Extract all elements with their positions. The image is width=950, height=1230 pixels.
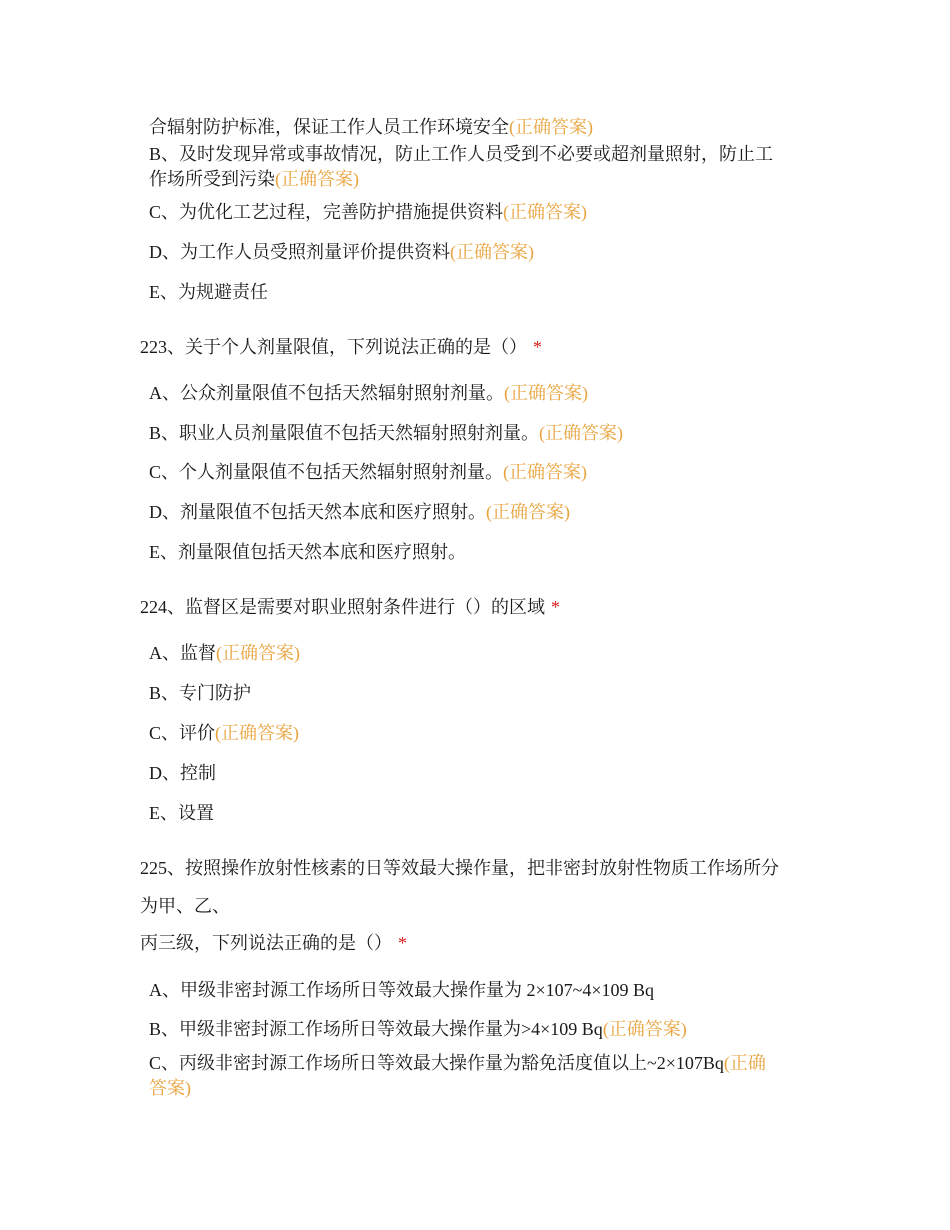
q224-option-b[interactable] [149,680,809,706]
q225-title-line1 [140,855,800,881]
q223-option-b[interactable] [149,420,809,446]
option-text: A、监督 [149,643,216,663]
required-mark: * [398,933,407,953]
option-text: E、为规避责任 [149,282,268,302]
q224-option-d[interactable] [149,760,809,786]
correct-answer-tag: (正确答案) [509,117,593,137]
q225-title-line3 [140,930,800,956]
q225-option-a[interactable] [149,977,809,1003]
required-mark: * [551,597,560,617]
correct-answer-tag: (正确答案) [275,169,359,189]
q225-option-c-cont[interactable] [149,1075,809,1101]
option-text: B、及时发现异常或事故情况，防止工作人员受到不必要或超剂量照射，防止工 [149,144,774,164]
q225-title-line2 [140,893,800,919]
option-text: 合辐射防护标准，保证工作人员工作环境安全 [149,117,509,137]
q223-option-c[interactable] [149,459,809,485]
question-text: 224、监督区是需要对职业照射条件进行（）的区域 [140,597,545,617]
option-text: D、为工作人员受照剂量评价提供资料 [149,242,450,262]
q225-option-b[interactable] [149,1016,809,1042]
q224-title [140,594,800,620]
option-text: B、甲级非密封源工作场所日等效最大操作量为>4×109 Bq [149,1019,603,1039]
q224-option-a[interactable] [149,640,809,666]
option-text: A、公众剂量限值不包括天然辐射照射剂量。 [149,383,504,403]
option-text: D、控制 [149,763,216,783]
required-mark: * [533,337,542,357]
q223-option-a[interactable] [149,380,809,406]
option-text: B、职业人员剂量限值不包括天然辐射照射剂量。 [149,423,540,443]
q222-option-c[interactable] [149,199,809,225]
option-text: C、个人剂量限值不包括天然辐射照射剂量。 [149,462,504,482]
q222-option-b-cont[interactable] [149,166,809,192]
option-text: 作场所受到污染 [149,169,275,189]
correct-answer-tag-part2: 答案) [149,1078,191,1098]
question-text: 为甲、乙、 [140,896,230,916]
q224-option-c[interactable] [149,720,809,746]
option-text: E、剂量限值包括天然本底和医疗照射。 [149,542,466,562]
correct-answer-tag-part1: (正确 [723,1053,766,1073]
q224-option-e[interactable] [149,800,809,826]
correct-answer-tag: (正确答案) [503,202,588,222]
q225-option-c[interactable] [149,1050,809,1076]
q222-option-d[interactable] [149,239,809,265]
option-text: C、评价 [149,723,216,743]
option-text: D、剂量限值不包括天然本底和医疗照射。 [149,502,486,522]
option-text: C、丙级非密封源工作场所日等效最大操作量为豁免活度值以上~2×107Bq [149,1053,724,1073]
correct-answer-tag: (正确答案) [215,723,300,743]
option-text: B、专门防护 [149,683,252,703]
q223-option-e[interactable] [149,539,809,565]
question-text: 丙三级，下列说法正确的是（） [140,933,392,953]
q222-option-e[interactable] [149,279,809,305]
option-text: E、设置 [149,803,214,823]
correct-answer-tag: (正确答案) [504,383,588,403]
correct-answer-tag: (正确答案) [539,423,624,443]
q223-title [140,334,800,360]
correct-answer-tag: (正确答案) [450,242,534,262]
correct-answer-tag: (正确答案) [503,462,588,482]
question-text: 223、关于个人剂量限值，下列说法正确的是（） [140,337,527,357]
correct-answer-tag: (正确答案) [486,502,570,522]
option-text: C、为优化工艺过程，完善防护措施提供资料 [149,202,504,222]
correct-answer-tag: (正确答案) [602,1019,687,1039]
q222-option-b[interactable] [149,141,809,167]
correct-answer-tag: (正确答案) [216,643,300,663]
question-text: 225、按照操作放射性核素的日等效最大操作量，把非密封放射性物质工作场所分 [140,858,779,878]
option-text: A、甲级非密封源工作场所日等效最大操作量为 2×107~4×109 Bq [149,980,655,1000]
q223-option-d[interactable] [149,499,809,525]
q222-option-a-tail[interactable] [149,114,809,140]
